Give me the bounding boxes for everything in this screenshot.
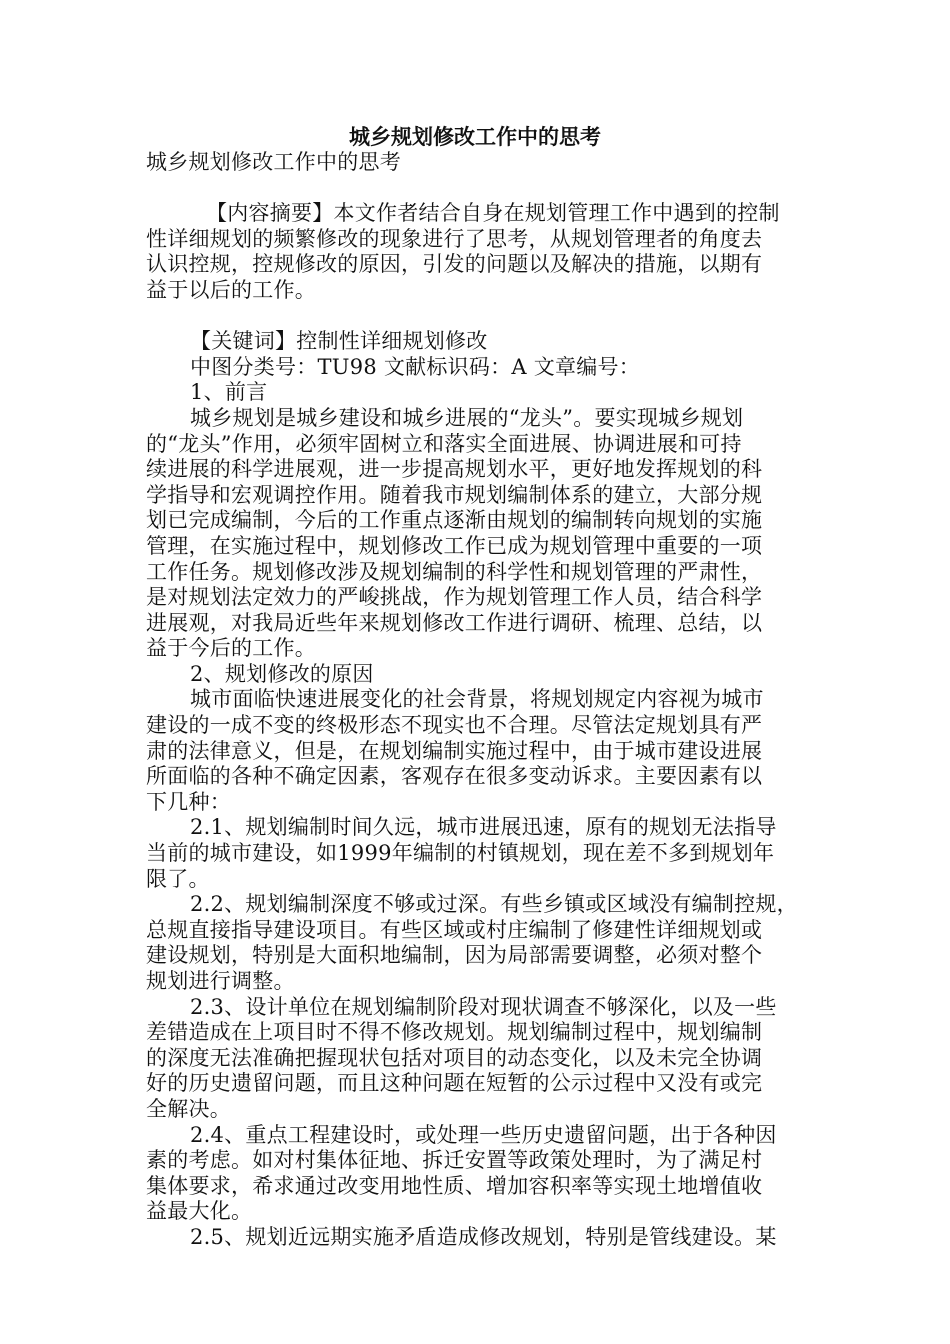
text-line: 1、前言	[190, 380, 268, 405]
text-line: 性详细规划的频繁修改的现象进行了思考，从规划管理者的角度去	[146, 226, 763, 251]
text-line: 全解决。	[146, 1096, 231, 1121]
text-line: 学指导和宏观调控作用。随着我市规划编制体系的建立，大部分规	[146, 482, 763, 507]
text-line: 当前的城市建设，如1999年编制的村镇规划，现在差不多到规划年	[146, 841, 775, 866]
text-line: 好的历史遗留问题，而且这种问题在短暂的公示过程中又没有或完	[146, 1071, 763, 1096]
text-line: 认识控规，控规修改的原因，引发的问题以及解决的措施，以期有	[146, 252, 763, 277]
text-line: 城乡规划修改工作中的思考	[146, 150, 401, 174]
blank-line	[146, 176, 826, 202]
text-line: 城乡规划是城乡建设和城乡进展的“龙头”。要实现城乡规划	[190, 405, 744, 430]
text-line: 2.2、规划编制深度不够或过深。有些乡镇或区域没有编制控规，	[190, 892, 798, 917]
text-line: 总规直接指导建设项目。有些区域或村庄编制了修建性详细规划或	[146, 917, 763, 942]
text-line: 所面临的各种不确定因素，客观存在很多变动诉求。主要因素有以	[146, 764, 763, 789]
text-line: 2.4、重点工程建设时，或处理一些历史遗留问题，出于各种因	[190, 1122, 777, 1147]
text-line: 中图分类号：TU98 文献标识码：A 文章编号：	[190, 354, 640, 379]
text-line: 规划进行调整。	[146, 969, 295, 993]
text-line: 集体要求，希求通过改变用地性质、增加容积率等实现土地增值收	[146, 1173, 763, 1198]
text-line: 益于今后的工作。	[146, 636, 316, 661]
text-line: 2、规划修改的原因	[190, 661, 374, 686]
text-line: 下几种：	[146, 789, 231, 814]
text-line: 建设规划，特别是大面积地编制，因为局部需要调整，必须对整个	[146, 943, 763, 968]
text-line: 划已完成编制，今后的工作重点逐渐由规划的编制转向规划的实施	[146, 508, 763, 533]
document-body	[146, 150, 826, 1251]
text-line: 续进展的科学进展观，进一步提高规划水平，更好地发挥规划的科	[146, 457, 763, 482]
text-line: 【关键词】控制性详细规划修改	[190, 329, 488, 354]
text-line: 进展观，对我局近些年来规划修改工作进行调研、梳理、总结，以	[146, 610, 763, 635]
text-line: 益最大化。	[146, 1199, 253, 1224]
text-line: 素的考虑。如对村集体征地、拆迁安置等政策处理时，为了满足村	[146, 1148, 763, 1173]
text-line: 差错造成在上项目时不得不修改规划。规划编制过程中，规划编制	[146, 1020, 763, 1045]
text-line: 建设的一成不变的终极形态不现实也不合理。尽管法定规划具有严	[146, 713, 763, 738]
text-line: 2.1、规划编制时间久远，城市进展迅速，原有的规划无法指导	[190, 815, 777, 840]
text-line: 的“龙头”作用，必须牢固树立和落实全面进展、协调进展和可持	[146, 431, 742, 456]
text-line: 是对规划法定效力的严峻挑战，作为规划管理工作人员，结合科学	[146, 585, 763, 610]
text-line: 的深度无法准确把握现状包括对项目的动态变化，以及未完全协调	[146, 1045, 763, 1070]
text-line: 工作任务。规划修改涉及规划编制的科学性和规划管理的严肃性，	[146, 559, 763, 584]
text-line: 2.3、设计单位在规划编制阶段对现状调查不够深化，以及一些	[190, 994, 777, 1019]
text-line: 益于以后的工作。	[146, 277, 316, 302]
text-line: 【内容摘要】本文作者结合自身在规划管理工作中遇到的控制	[206, 201, 780, 226]
text-line: 管理，在实施过程中，规划修改工作已成为规划管理中重要的一项	[146, 533, 763, 558]
text-line: 城市面临快速进展变化的社会背景，将规划规定内容视为城市	[190, 687, 764, 712]
document-title: 城乡规划修改工作中的思考	[349, 124, 601, 149]
text-line: 限了。	[146, 866, 210, 891]
blank-line	[146, 304, 826, 330]
text-line: 2.5、规划近远期实施矛盾造成修改规划，特别是管线建设。某	[190, 1224, 777, 1249]
text-line: 肃的法律意义，但是，在规划编制实施过程中，由于城市建设进展	[146, 738, 763, 763]
